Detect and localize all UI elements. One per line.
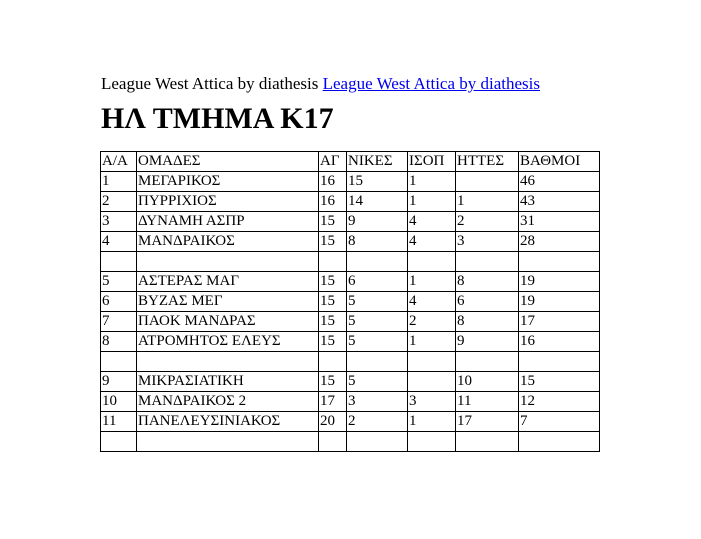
table-row (101, 392, 600, 412)
cell-losses (456, 432, 519, 452)
cell-games: 16 (319, 192, 347, 212)
cell-losses: 8 (456, 312, 519, 332)
cell-team: ΔΥΝΑΜΗ ΑΣΠΡ (137, 212, 319, 232)
cell-rank: 2 (101, 192, 137, 212)
cell-losses (456, 172, 519, 192)
cell-points: 17 (519, 312, 600, 332)
cell-rank: 6 (101, 292, 137, 312)
cell-team: ΠΥΡΡΙΧΙΟΣ (137, 192, 319, 212)
cell-wins (347, 352, 408, 372)
cell-points: 43 (519, 192, 600, 212)
table-row (101, 232, 600, 252)
cell-rank: 5 (101, 272, 137, 292)
cell-team: ΑΣΤΕΡΑΣ ΜΑΓ (137, 272, 319, 292)
cell-games: 17 (319, 392, 347, 412)
cell-losses: 6 (456, 292, 519, 312)
cell-draws: 2 (408, 312, 456, 332)
cell-rank (101, 352, 137, 372)
cell-wins: 8 (347, 232, 408, 252)
cell-points: 16 (519, 332, 600, 352)
cell-points: 15 (519, 372, 600, 392)
table-row (101, 172, 600, 192)
cell-points: 19 (519, 272, 600, 292)
header-text: League West Attica by diathesis (101, 74, 319, 93)
cell-games: 15 (319, 292, 347, 312)
cell-losses: 11 (456, 392, 519, 412)
cell-draws: 1 (408, 332, 456, 352)
cell-draws: 4 (408, 232, 456, 252)
cell-points (519, 432, 600, 452)
cell-team: ΜΕΓΑΡΙΚΟΣ (137, 172, 319, 192)
cell-draws: 1 (408, 412, 456, 432)
cell-games (319, 352, 347, 372)
cell-rank (101, 432, 137, 452)
cell-team: ΜΑΝΔΡΑΙΚΟΣ 2 (137, 392, 319, 412)
cell-losses: 9 (456, 332, 519, 352)
spacer-row (101, 352, 600, 372)
cell-points: 46 (519, 172, 600, 192)
cell-points: 19 (519, 292, 600, 312)
cell-wins (347, 252, 408, 272)
column-header-teams: ΟΜΑΔΕΣ (137, 152, 319, 172)
cell-wins: 15 (347, 172, 408, 192)
standings-body (101, 172, 600, 452)
table-row (101, 212, 600, 232)
cell-team: ΒΥΖΑΣ ΜΕΓ (137, 292, 319, 312)
cell-games (319, 252, 347, 272)
cell-wins: 5 (347, 292, 408, 312)
table-row (101, 292, 600, 312)
standings-table (100, 151, 600, 452)
cell-points: 28 (519, 232, 600, 252)
cell-games: 16 (319, 172, 347, 192)
cell-losses: 2 (456, 212, 519, 232)
cell-games: 15 (319, 272, 347, 292)
cell-rank (101, 252, 137, 272)
header-line (101, 73, 540, 95)
cell-team: ΜΑΝΔΡΑΙΚΟΣ (137, 232, 319, 252)
cell-rank: 7 (101, 312, 137, 332)
cell-games: 15 (319, 312, 347, 332)
cell-points: 7 (519, 412, 600, 432)
cell-draws (408, 432, 456, 452)
cell-draws: 4 (408, 292, 456, 312)
cell-team (137, 252, 319, 272)
column-header-losses: ΗΤΤΕΣ (456, 152, 519, 172)
cell-points (519, 252, 600, 272)
cell-wins: 3 (347, 392, 408, 412)
cell-team: ΠΑΝΕΛΕΥΣΙΝΙΑΚΟΣ (137, 412, 319, 432)
cell-losses (456, 352, 519, 372)
cell-wins (347, 432, 408, 452)
cell-wins: 6 (347, 272, 408, 292)
cell-rank: 3 (101, 212, 137, 232)
column-header-wins: ΝΙΚΕΣ (347, 152, 408, 172)
table-row (101, 192, 600, 212)
cell-draws: 4 (408, 212, 456, 232)
page-title: ΗΛ ΤΜΗΜΑ Κ17 (101, 102, 334, 135)
cell-draws (408, 372, 456, 392)
cell-points: 31 (519, 212, 600, 232)
cell-losses: 8 (456, 272, 519, 292)
cell-team (137, 432, 319, 452)
table-row (101, 412, 600, 432)
cell-games (319, 432, 347, 452)
cell-team: ΜΙΚΡΑΣΙΑΤΙΚΗ (137, 372, 319, 392)
cell-draws: 1 (408, 272, 456, 292)
cell-rank: 4 (101, 232, 137, 252)
table-header-row (101, 152, 600, 172)
cell-draws (408, 252, 456, 272)
cell-team: ΑΤΡΟΜΗΤΟΣ ΕΛΕΥΣ (137, 332, 319, 352)
table-row (101, 372, 600, 392)
cell-losses: 1 (456, 192, 519, 212)
spacer-row (101, 252, 600, 272)
cell-rank: 1 (101, 172, 137, 192)
cell-games: 15 (319, 372, 347, 392)
column-header-games: ΑΓ (319, 152, 347, 172)
cell-losses (456, 252, 519, 272)
spacer-row (101, 432, 600, 452)
cell-games: 20 (319, 412, 347, 432)
cell-losses: 17 (456, 412, 519, 432)
cell-games: 15 (319, 232, 347, 252)
cell-points (519, 352, 600, 372)
cell-rank: 9 (101, 372, 137, 392)
cell-rank: 8 (101, 332, 137, 352)
cell-draws: 1 (408, 192, 456, 212)
table-row (101, 332, 600, 352)
cell-wins: 5 (347, 372, 408, 392)
column-header-points: ΒΑΘΜΟΙ (519, 152, 600, 172)
cell-wins: 14 (347, 192, 408, 212)
cell-draws: 3 (408, 392, 456, 412)
header-link[interactable]: League West Attica by diathesis (322, 74, 540, 93)
cell-games: 15 (319, 212, 347, 232)
cell-rank: 11 (101, 412, 137, 432)
cell-rank: 10 (101, 392, 137, 412)
cell-losses: 10 (456, 372, 519, 392)
cell-wins: 2 (347, 412, 408, 432)
cell-draws (408, 352, 456, 372)
column-header-aa: Α/Α (101, 152, 137, 172)
table-row (101, 272, 600, 292)
cell-losses: 3 (456, 232, 519, 252)
cell-points: 12 (519, 392, 600, 412)
column-header-draws: ΙΣΟΠ (408, 152, 456, 172)
cell-draws: 1 (408, 172, 456, 192)
cell-team: ΠΑΟΚ ΜΑΝΔΡΑΣ (137, 312, 319, 332)
cell-wins: 5 (347, 332, 408, 352)
table-row (101, 312, 600, 332)
cell-games: 15 (319, 332, 347, 352)
cell-wins: 5 (347, 312, 408, 332)
cell-wins: 9 (347, 212, 408, 232)
cell-team (137, 352, 319, 372)
